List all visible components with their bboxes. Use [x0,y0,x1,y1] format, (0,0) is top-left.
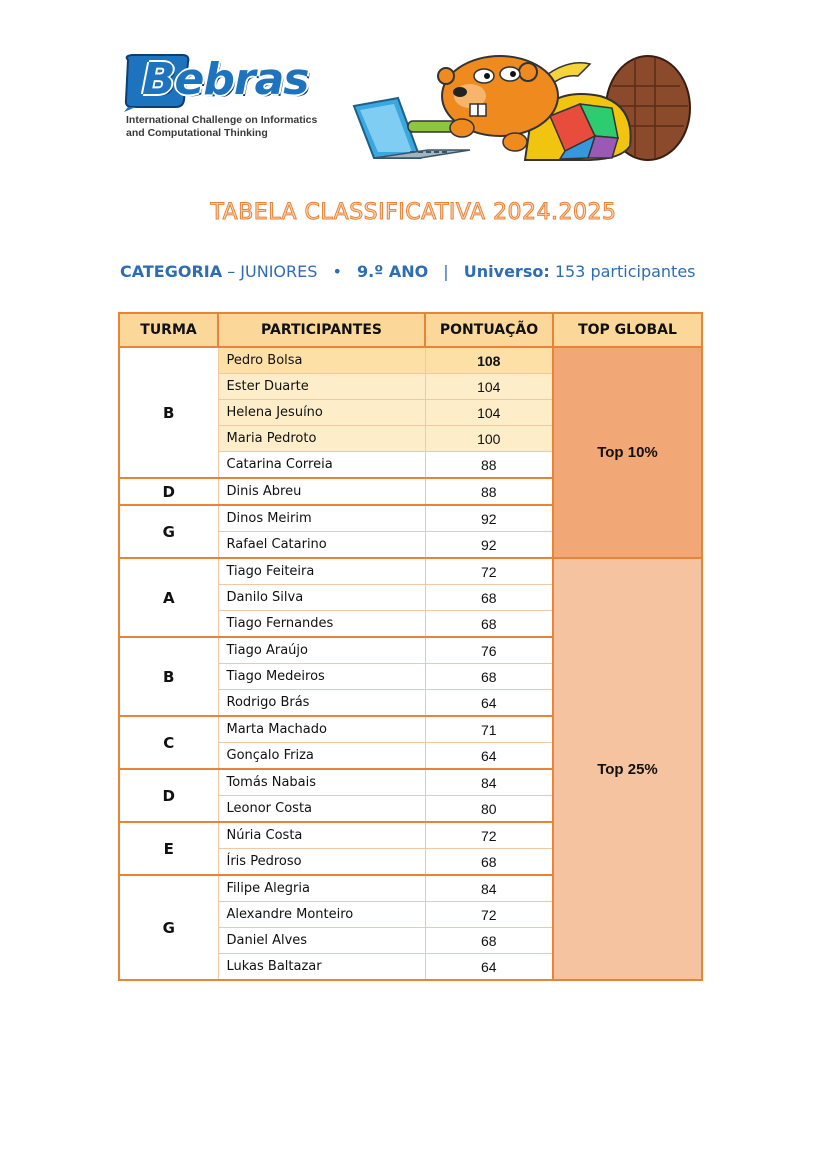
participant-name: Filipe Alegria [218,875,425,902]
top-10-cell: Top 10% [553,347,702,558]
participant-score: 76 [425,637,553,664]
bebras-logo [122,52,362,147]
participant-score: 64 [425,690,553,717]
categoria-value: – JUNIORES [222,262,318,281]
participant-name: Daniel Alves [218,928,425,954]
participant-score: 64 [425,954,553,981]
participant-name: Danilo Silva [218,585,425,611]
participant-name: Ester Duarte [218,374,425,400]
participant-name: Tiago Feiteira [218,558,425,585]
participant-name: Rodrigo Brás [218,690,425,717]
universo-label: Universo: [463,262,550,281]
table-header-row [119,313,702,347]
pipe-separator: | [443,262,449,281]
participant-name: Tiago Fernandes [218,611,425,638]
participant-score: 68 [425,928,553,954]
turma-cell: A [119,558,218,637]
participant-score: 72 [425,558,553,585]
turma-cell: D [119,769,218,822]
participant-score: 68 [425,664,553,690]
participant-score: 84 [425,769,553,796]
participant-name: Núria Costa [218,822,425,849]
participant-score: 72 [425,822,553,849]
participant-score: 104 [425,400,553,426]
table-row [119,558,702,585]
participant-score: 68 [425,585,553,611]
participant-name: Íris Pedroso [218,849,425,876]
universo-value: 153 participantes [549,262,696,281]
participant-name: Tiago Araújo [218,637,425,664]
table-row [119,347,702,374]
ranking-table [118,312,703,981]
turma-cell: G [119,875,218,980]
participant-score: 68 [425,849,553,876]
participant-score: 108 [425,347,553,374]
participant-name: Pedro Bolsa [218,347,425,374]
participant-score: 104 [425,374,553,400]
participant-name: Marta Machado [218,716,425,743]
participant-score: 84 [425,875,553,902]
page-title: TABELA CLASSIFICATIVA 2024.2025 [210,200,617,225]
turma-cell: D [119,478,218,505]
logo-tagline-line1: International Challenge on Informatics [126,114,318,126]
turma-cell: C [119,716,218,769]
logo-tagline-line2: and Computational Thinking [126,127,268,139]
participant-name: Lukas Baltazar [218,954,425,981]
participant-score: 71 [425,716,553,743]
participant-name: Alexandre Monteiro [218,902,425,928]
category-line [120,262,740,281]
turma-cell: B [119,347,218,478]
beaver-mascot-illustration [350,46,695,161]
logo-tagline [126,114,356,140]
participant-score: 80 [425,796,553,823]
logo-wordmark: Bebras [142,54,309,105]
participant-name: Tomás Nabais [218,769,425,796]
participant-name: Helena Jesuíno [218,400,425,426]
header-participantes: PARTICIPANTES [218,313,425,347]
top-25-cell: Top 25% [553,558,702,980]
participant-name: Dinis Abreu [218,478,425,505]
participant-name: Catarina Correia [218,452,425,479]
turma-cell: G [119,505,218,558]
turma-cell: B [119,637,218,716]
participant-name: Maria Pedroto [218,426,425,452]
participant-name: Tiago Medeiros [218,664,425,690]
participant-score: 68 [425,611,553,638]
ano-label: 9.º ANO [357,262,429,281]
participant-score: 88 [425,452,553,479]
participant-score: 92 [425,532,553,559]
ranking-table-container [118,312,703,981]
participant-score: 72 [425,902,553,928]
participant-score: 100 [425,426,553,452]
header-pontuacao: PONTUAÇÃO [425,313,553,347]
participant-name: Gonçalo Friza [218,743,425,770]
participant-score: 88 [425,478,553,505]
header-turma: TURMA [119,313,218,347]
participant-score: 64 [425,743,553,770]
participant-name: Rafael Catarino [218,532,425,559]
bullet-separator: • [332,262,342,281]
participant-name: Dinos Meirim [218,505,425,532]
turma-cell: E [119,822,218,875]
participant-score: 92 [425,505,553,532]
categoria-label: CATEGORIA [120,262,223,281]
participant-name: Leonor Costa [218,796,425,823]
header-top-global: TOP GLOBAL [553,313,702,347]
